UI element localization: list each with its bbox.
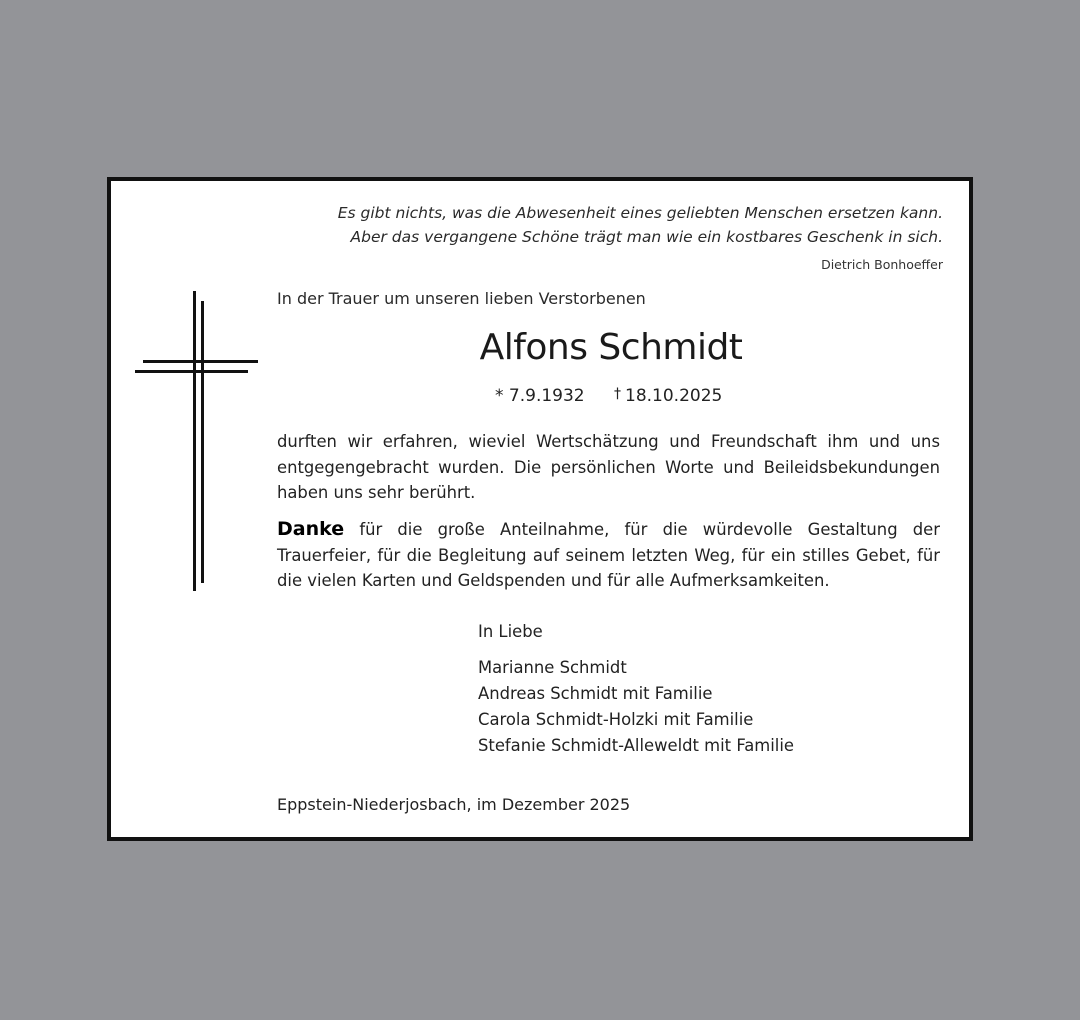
deceased-name: Alfons Schmidt bbox=[479, 327, 743, 368]
signer: Carola Schmidt-Holzki mit Familie bbox=[478, 710, 754, 729]
motto-author: Dietrich Bonhoeffer bbox=[821, 257, 943, 272]
signer: Andreas Schmidt mit Familie bbox=[478, 684, 713, 703]
signer: Stefanie Schmidt-Alleweldt mit Familie bbox=[478, 736, 794, 755]
obituary-card bbox=[107, 177, 973, 841]
death-date-group bbox=[614, 386, 722, 406]
gratitude-paragraph-2-text: für die große Anteilnahme, für die würdevolle Gestaltung der Trauerfeier, für die Begleitung auf seinem letzten Weg, für ein stilles Gebet, für die vielen Karten und Geldspenden und für alle Aufmerksamkeiten. bbox=[277, 520, 940, 590]
signers-list bbox=[478, 655, 794, 759]
danke-heading: Danke bbox=[277, 518, 345, 540]
birth-symbol: * bbox=[495, 386, 504, 406]
motto-quote bbox=[338, 201, 943, 249]
birth-date-group bbox=[495, 386, 590, 406]
intro-text: In der Trauer um unseren lieben Verstorbenen bbox=[277, 289, 646, 308]
place-and-date: Eppstein-Niederjosbach, im Dezember 2025 bbox=[277, 795, 631, 814]
life-dates bbox=[495, 386, 722, 406]
birth-date: 7.9.1932 bbox=[508, 386, 585, 406]
motto-line-2: Aber das vergangene Schöne trägt man wie ein kostbares Geschenk in sich. bbox=[350, 228, 943, 246]
death-date: 18.10.2025 bbox=[625, 386, 723, 406]
signer: Marianne Schmidt bbox=[478, 658, 627, 677]
gratitude-paragraph-1: durften wir erfahren, wieviel Wertschätzung und Freundschaft ihm und uns entgegengebracht wurden. Die persönlichen Worte und Beileidsbekundungen haben uns sehr berührt. bbox=[277, 432, 940, 502]
gratitude-paragraph-2 bbox=[277, 517, 940, 594]
motto-line-1: Es gibt nichts, was die Abwesenheit eines geliebten Menschen ersetzen kann. bbox=[337, 204, 943, 222]
death-symbol: † bbox=[614, 386, 622, 402]
closing-greeting: In Liebe bbox=[478, 622, 543, 641]
